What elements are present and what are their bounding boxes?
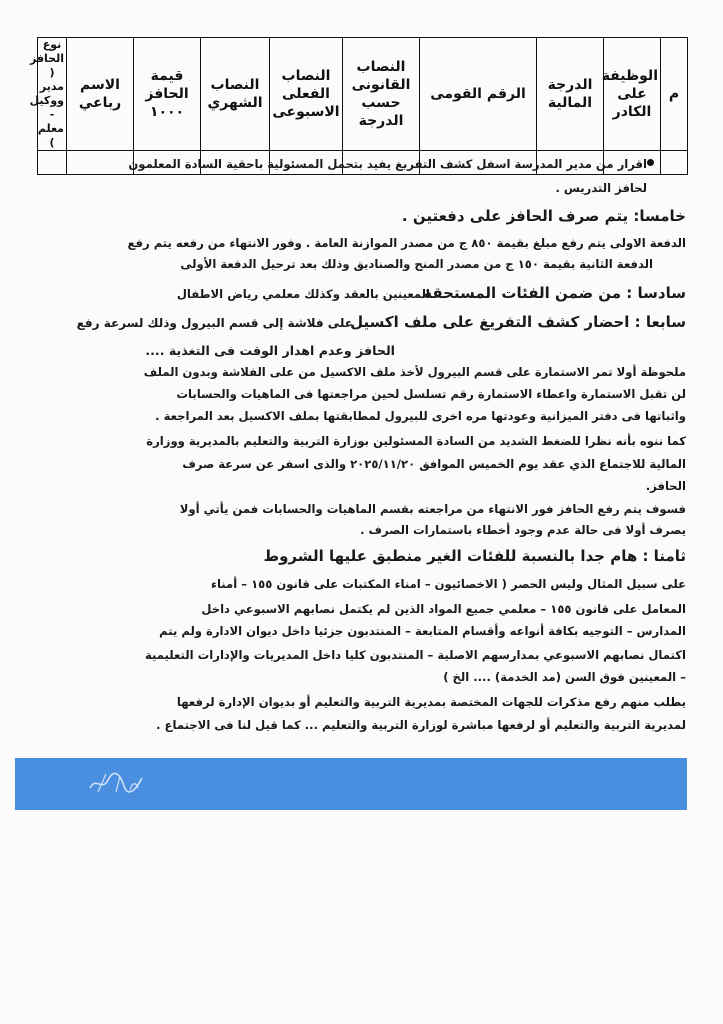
eighth-line-2: المعامل على قانون ١٥٥ – معلمي جميع المواد الذين لم يكتمل نصابهم الاسبوعي داخل (201, 602, 686, 616)
col-header-job: الوظيفة على الكادر (604, 38, 661, 151)
table-header-row (38, 38, 688, 151)
note-line-3: واثباتها فى دفتر الميزانية وعودتها مره اخرى للبيرول لمطابقتها بملف الاكسيل بعد المراجعة . (155, 409, 686, 423)
col-header-national-id: الرقم القومى (420, 38, 537, 151)
note-line-4: كما ننوه بأنه نظرا للضغط الشديد من السادة المسئولين بوزارة التربية والتعليم بالمديرية ووزارة (146, 434, 686, 448)
note-line-2: لن تقبل الاستمارة واعطاء الاستمارة رقم تسلسل لحين مراجعتها فى الماهيات والحسابات (176, 387, 686, 401)
incentive-table (29, 37, 688, 175)
col-header-serial: م (661, 38, 688, 151)
eighth-line-3: المدارس – التوجيه بكافة أنواعه وأقسام المتابعة – المنتدبون جزئيا داخل ديوان الادارة ولم يتم (159, 624, 686, 638)
col-header-actual-quota: النصاب الفعلى الاسبوعى (270, 38, 343, 151)
declaration-line-2: لحافز التدريس . (555, 181, 647, 195)
eighth-line-1: على سبيل المثال وليس الحصر ( الاخصائيون – امناء المكتبات على قانون ١٥٥ – أمناء (211, 577, 686, 591)
sixth-text: المعينين بالعقد وكذلك معلمي رياض الاطفال (176, 287, 430, 301)
note-line-1: ملحوظة أولا تمر الاستمارة على قسم البيرول لأخذ ملف الاكسيل من على الفلاشة وبدون الملف (143, 365, 686, 379)
note-line-7: فسوف يتم رفع الحافز فور الانتهاء من مراجعته بقسم الماهيات والحسابات فمن يأتي أولا (179, 502, 686, 516)
seventh-line-2: الحافز وعدم اهدار الوقت فى التغذية .... (145, 343, 395, 358)
eighth-line-4: اكتمال نصابهم الاسبوعي بمدارسهم الاصلية – المنتدبون كليا داخل المديريات والإدارات التعليمية (145, 648, 686, 662)
eighth-line-5: – المعينين فوق السن (مد الخدمة) .... الخ ) (443, 670, 686, 684)
note-line-8: يصرف أولا فى حالة عدم وجود أخطاء باستمارات الصرف . (360, 523, 686, 537)
col-header-incentive-value: قيمة الحافز ١٠٠٠ (134, 38, 201, 151)
fifth-line-1: الدفعة الاولى يتم رفع مبلغ بقيمة ٨٥٠ ج من مصدر الموازنة العامة . وفور الانتهاء من رفعه يتم رفع (127, 236, 686, 250)
eighth-line-7: لمديرية التربية والتعليم أو لرفعها مباشرة لوزارة التربية والتعليم ... كما قيل لنا فى الاجتماع . (156, 718, 686, 732)
note-line-6: الحافز. (645, 479, 686, 493)
table-cell (67, 151, 134, 175)
col-header-grade: الدرجة المالية (537, 38, 604, 151)
note-line-5: المالية للاجتماع الذي عقد يوم الخميس الموافق ٢٠٢٥/١١/٢٠ والذى اسفر عن سرعة صرف (182, 457, 686, 471)
fifth-line-2: الدفعة الثانية بقيمة ١٥٠ ج من مصدر المنح والصناديق وذلك بعد ترحيل الدفعة الأولى (180, 257, 653, 271)
table-cell (38, 151, 67, 175)
eighth-line-6: يطلب منهم رفع مذكرات للجهات المختصة بمديرية التربية والتعليم أو بديوان الإدارة لرفعها (176, 695, 686, 709)
signature-watermark (86, 768, 146, 798)
col-header-legal-quota: النصاب القانونى حسب الدرجة (343, 38, 420, 151)
bullet-dot (647, 159, 654, 166)
heading-fifth: خامسا: يتم صرف الحافز على دفعتين . (401, 207, 686, 225)
col-header-name: الاسم رباعي (67, 38, 134, 151)
heading-seventh: سابعا : احضار كشف التفريغ على ملف اكسيل (350, 313, 686, 331)
table-cell (661, 151, 688, 175)
seventh-text: على فلاشة إلى قسم البيرول وذلك لسرعة رفع (76, 316, 353, 330)
col-header-monthly-quota: النصاب الشهري (201, 38, 270, 151)
heading-sixth: سادسا : من ضمن الفئات المستحقة (423, 284, 686, 302)
col-header-incentive-type: نوع الحافز ( مدير ووكيل - معلم ) (38, 38, 67, 151)
declaration-line-1: اقرار من مدير المدرسة اسفل كشف التفريغ يفيد بتحمل المسئولية باحقية السادة المعلمون (128, 157, 647, 171)
heading-eighth: ثامنا : هام جدا بالنسبة للفئات الغير منطبق عليها الشروط (263, 547, 686, 565)
